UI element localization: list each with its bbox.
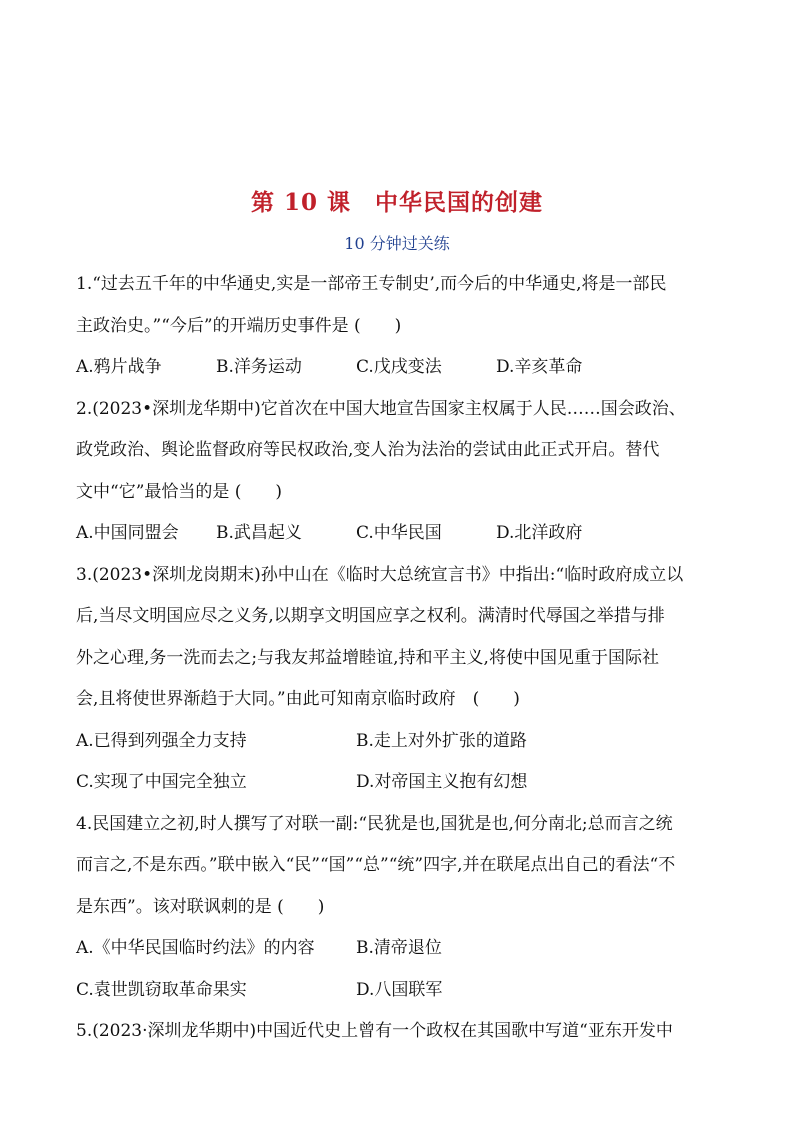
question-4-line-2: 而言之,不是东西。”联中嵌入“民”“国”“总”“统”四字,并在联尾点出自己的看法“不 [76,855,676,875]
question-2-option-d: D.北洋政府 [496,523,583,543]
lesson-title: 第 10 课 中华民国的创建 [250,189,544,216]
question-4-line-3: 是东西”。该对联讽刺的是 ( ) [76,897,325,917]
question-1-option-d: D.辛亥革命 [496,357,583,377]
question-2-line-2: 政党政治、舆论监督政府等民权政治,变人治为法治的尝试由此正式开启。替代 [76,440,660,460]
question-2-line-1: 2.(2023•深圳龙华期中)它首次在中国大地宣告国家主权属于人民……国会政治、 [76,399,686,419]
question-1-option-a: A.鸦片战争 [76,357,162,377]
question-4-option-a: A.《中华民国临时约法》的内容 [76,938,315,958]
question-5-line-1: 5.(2023·深圳龙华期中)中国近代史上曾有一个政权在其国歌中写道“亚东开发中 [76,1021,673,1041]
question-4-option-b: B.清帝退位 [356,938,442,958]
question-3-line-2: 后,当尽文明国应尽之义务,以期享文明国应享之权利。满清时代辱国之举措与排 [76,606,665,626]
lesson-subtitle: 10 分钟过关练 [344,234,450,253]
question-4-line-1: 4.民国建立之初,时人撰写了对联一副:“民犹是也,国犹是也,何分南北;总而言之统 [76,814,673,834]
question-1-line-2: 主政治史。”“今后”的开端历史事件是 ( ) [76,316,402,336]
question-2-option-c: C.中华民国 [356,523,442,543]
question-4-option-d: D.八国联军 [356,980,443,1000]
question-1-line-1: 1.“过去五千年的中华通史,实是一部帝王专制史’,而今后的中华通史,将是一部民 [76,274,667,294]
question-1-option-b: B.洋务运动 [216,357,302,377]
question-3-option-a: A.已得到列强全力支持 [76,731,247,751]
question-2-option-a: A.中国同盟会 [76,523,179,543]
question-2-line-3: 文中“它”最恰当的是 ( ) [76,482,283,502]
question-4-option-c: C.袁世凯窃取革命果实 [76,980,247,1000]
question-3-line-4: 会,且将使世界渐趋于大同。”由此可知南京临时政府 ( ) [76,689,520,709]
question-3-line-3: 外之心理,务一洗而去之;与我友邦益增睦谊,持和平主义,将使中国见重于国际社 [76,648,659,668]
question-3-option-d: D.对帝国主义抱有幻想 [356,772,528,792]
question-1-option-c: C.戊戌变法 [356,357,442,377]
question-3-option-c: C.实现了中国完全独立 [76,772,247,792]
question-3-option-b: B.走上对外扩张的道路 [356,731,527,751]
question-2-option-b: B.武昌起义 [216,523,302,543]
question-3-line-1: 3.(2023•深圳龙岗期末)孙中山在《临时大总统宣言书》中指出:“临时政府成立以 [76,565,684,585]
